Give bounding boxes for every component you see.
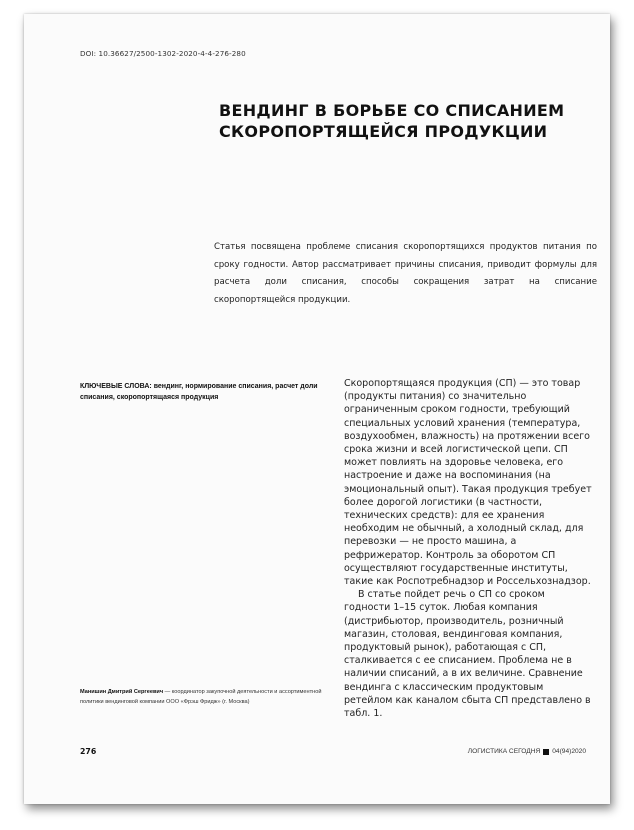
page-number: 276 — [80, 747, 97, 756]
square-separator-icon — [543, 749, 549, 755]
keywords: КЛЮЧЕВЫЕ СЛОВА: вендинг, нормирование списания, расчет доли списания, скоропортящаяся продукция — [80, 383, 318, 401]
body-paragraph-2: В статье пойдет речь о СП со сроком годности 1–15 суток. Любая компания (дистрибьютор, производитель, розничный магазин, столовая, вендинговая компания, продуктовый рынок), работающая с СП, сталкивается с ее списанием. Проблема не в наличии списаний, а в их величине. Сравнение вендинга с классическим продуктовым ретейлом как каналом сбыта СП представлено в табл. 1. — [344, 589, 591, 720]
article-title — [219, 100, 579, 142]
author-info — [80, 687, 340, 707]
journal-footer — [468, 748, 586, 755]
title-line-2: СКОРОПОРТЯЩЕЙСЯ ПРОДУКЦИИ — [219, 122, 548, 141]
body-paragraph-1: Скоропортящаяся продукция (СП) — это товар (продукты питания) со значительно ограниченным сроком годности, требующий специальных условий хранения (температура, воздухообмен, влажность) на протяжении всего срока жизни и всей логистической цепи. СП может повлиять на здоровье человека, его настроение и даже на воспоминания (на эмоциональный опыт). Такая продукция требует более дорогой логистики (в частности, технических средств): для ее хранения необходим не обычный, а холодный склад, для перевозки — не просто машина, а рефрижератор. Контроль за оборотом СП осуществляют государственные институты, такие как Роспотребнадзор и Россельхознадзор. — [344, 378, 592, 588]
journal-name: ЛОГИСТИКА СЕГОДНЯ — [467, 748, 541, 755]
author-name: Манишин Дмитрий Сергеевич — [80, 689, 164, 695]
main-text — [344, 377, 592, 720]
doi-line: DOI: 10.36627/2500-1302-2020-4-4-276-280 — [80, 49, 246, 58]
article-abstract: Статья посвящена проблеме списания скоропортящихся продуктов питания по сроку годности. Автор рассматривает причины списания, приводит формулы для расчета доли списания, способы сокращения затрат на списание скоропортящейся продукции. — [214, 242, 597, 305]
title-line-1: ВЕНДИНГ В БОРЬБЕ СО СПИСАНИЕМ — [219, 101, 565, 120]
author-role: — координатор закупочной деятельности и ассортиментной политики вендинговой компании ООО «Фрэш Фридж» (г. Москва) — [80, 689, 322, 705]
journal-issue: 04(94)2020 — [552, 748, 586, 755]
journal-page — [24, 14, 610, 804]
